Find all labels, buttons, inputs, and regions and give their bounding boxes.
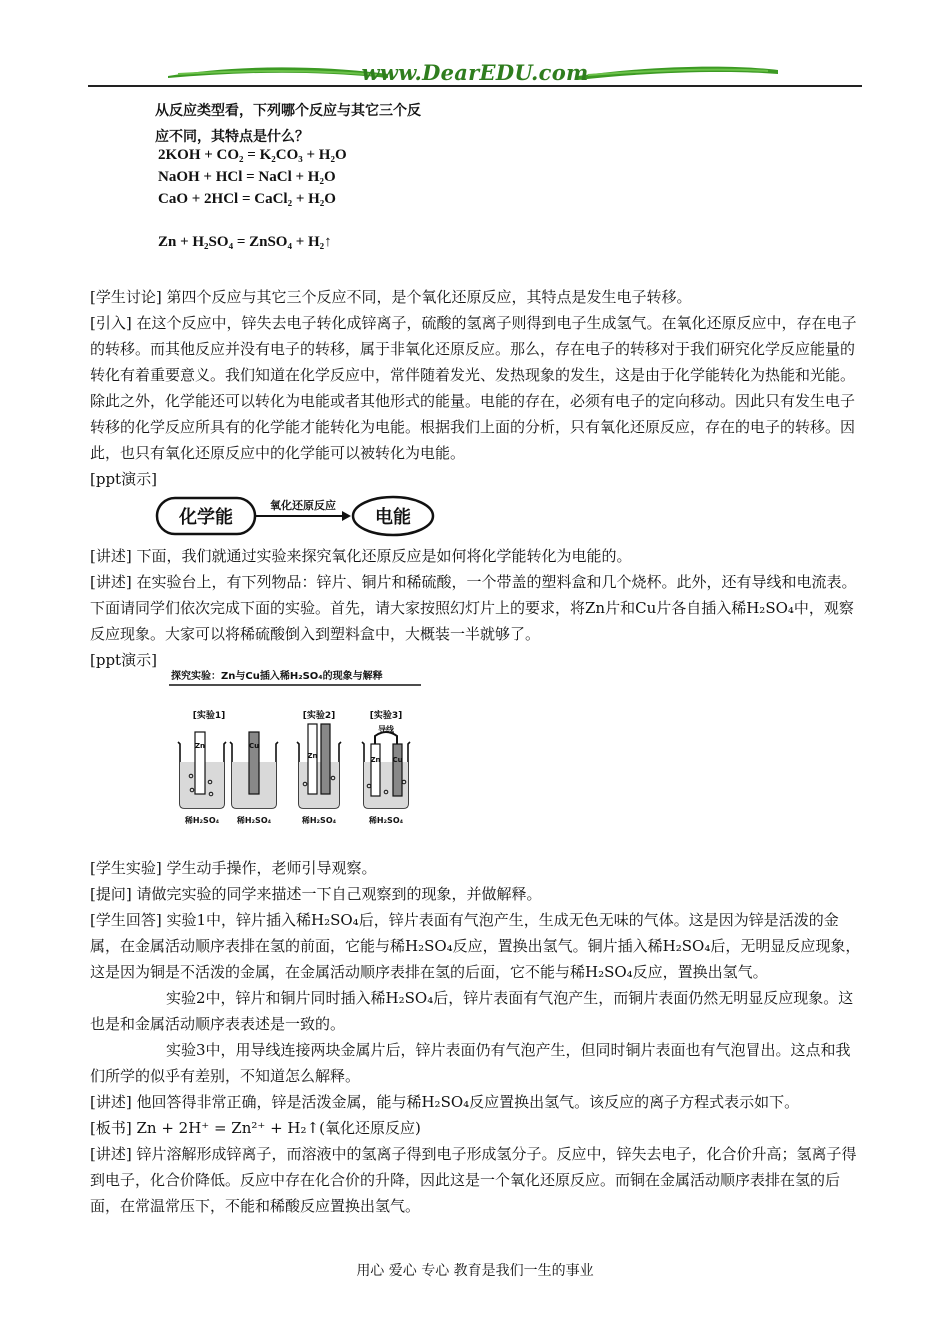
cu-label-1: Cu bbox=[248, 742, 260, 750]
experiment-1-label: [实验1] bbox=[192, 711, 226, 721]
header-divider bbox=[88, 85, 862, 87]
equation-4: Zn + H₂SO₄ = ZnSO₄ + H₂↑ bbox=[158, 234, 332, 250]
energy-conversion-diagram bbox=[155, 492, 440, 542]
paragraph-experiment-3: 实验3中，用导线连接两块金属片后，锌片表面仍有气泡产生，但同时铜片表面也有气泡冒出。这点和我们所学的似乎有差别，不知道怎么解释。 bbox=[90, 1041, 851, 1085]
question-block bbox=[155, 98, 495, 150]
zn-label-2: Zn bbox=[307, 752, 318, 760]
paragraph-ppt-demo-1: [ppt演示] bbox=[90, 470, 157, 488]
paragraph-student-discussion: [学生讨论] 第四个反应与其它三个反应不同，是个氧化还原反应，其特点是发生电子转移。 bbox=[90, 288, 692, 306]
redox-reaction-label: 氧化还原反应 bbox=[270, 499, 336, 512]
paragraph-ppt-demo-2: [ppt演示] bbox=[90, 651, 157, 669]
text-section-1 bbox=[90, 284, 862, 492]
paragraph-narration-4: [讲述] 锌片溶解形成锌离子，而溶液中的氢离子得到电子形成氢分子。反应中，锌失去电子，化合价升高；氢离子得到电子，化合价降低。反应中存在化合价的升降，因此这是一个氧化还原反应。而铜在金属活动顺序表排在氢的后面，在常温常压下，不能和稀酸反应置换出氢气。 bbox=[90, 1145, 857, 1215]
beaker-zn-cu bbox=[297, 724, 341, 825]
experiment-title: 探究实验：Zn与Cu插入稀H₂SO₄的现象与解释 bbox=[171, 671, 383, 682]
experiment-3-label: [实验3] bbox=[369, 711, 403, 721]
electric-energy-label: 电能 bbox=[375, 507, 411, 528]
beaker-cu bbox=[230, 732, 278, 825]
acid-label-3: 稀H₂SO₄ bbox=[301, 816, 337, 825]
equation-2: NaOH + HCl = NaCl + H₂O bbox=[158, 169, 336, 185]
experiment-2-label: [实验2] bbox=[302, 711, 336, 721]
paragraph-student-experiment: [学生实验] 学生动手操作，老师引导观察。 bbox=[90, 859, 377, 877]
equation-1: 2KOH + CO₂ = K₂CO₃ + H₂O bbox=[158, 147, 347, 163]
header bbox=[88, 56, 862, 90]
beaker-zn bbox=[178, 732, 226, 825]
paragraph-student-answer: [学生回答] 实验1中，锌片插入稀H₂SO₄后，锌片表面有气泡产生，生成无色无味的气体。这是因为锌是活泼的金属，在金属活动顺序表排在氢的前面，它能与稀H₂SO₄反应，置换出氢气。铜片插入稀H₂SO₄后，无明显反应现象，这是因为铜是不活泼的金属，在金属活动顺序表排在氢的后面，它不能与稀H₂SO₄反应，置换出氢气。 bbox=[90, 911, 861, 981]
paragraph-experiment-2: 实验2中，锌片和铜片同时插入稀H₂SO₄后，锌片表面有气泡产生，而铜片表面仍然无明显反应现象。这也是和金属活动顺序表表述是一致的。 bbox=[90, 989, 854, 1033]
zn-label-3: Zn bbox=[370, 756, 381, 764]
question-line-2: 应不同，其特点是什么？ bbox=[155, 129, 309, 145]
paragraph-introduction: [引入] 在这个反应中，锌失去电子转化成锌离子，硫酸的氢离子则得到电子生成氢气。在氧化还原反应中，存在电子的转移。而其他反应并没有电子的转移，属于非氧化还原反应。那么，存在电子的转移对于我们研究化学反应能量的转化有着重要意义。我们知道在化学反应中，常伴随着发光、发热现象的发生，这是由于化学能转化为热能和光能。除此之外，化学能还可以转化为电能或者其他形式的能量。电能的存在，必须有电子的定向移动。因此只有发生电子转移的化学反应所具有的化学能才能转化为电能。根据我们上面的分析，只有氧化还原反应，存在的电子的转移。因此，也只有氧化还原反应中的化学能可以被转化为电能。 bbox=[90, 314, 857, 462]
acid-label-2: 稀H₂SO₄ bbox=[236, 816, 272, 825]
cu-label-2: Cu bbox=[392, 756, 403, 764]
page-footer: 用心 爱心 专心 教育是我们一生的事业 bbox=[356, 1263, 594, 1279]
site-url[interactable]: www.DearEDU.com bbox=[361, 60, 589, 85]
paragraph-narration-3: [讲述] 他回答得非常正确，锌是活泼金属，能与稀H₂SO₄反应置换出氢气。该反应的离子方程式表示如下。 bbox=[90, 1093, 800, 1111]
paragraph-narration-1: [讲述] 下面，我们就通过实验来探究氧化还原反应是如何将化学能转化为电能的。 bbox=[90, 547, 632, 565]
question-line-1: 从反应类型看，下列哪个反应与其它三个反 bbox=[155, 103, 421, 119]
equation-3: CaO + 2HCl = CaCl₂ + H₂O bbox=[158, 191, 336, 207]
acid-label-4: 稀H₂SO₄ bbox=[368, 816, 404, 825]
paragraph-narration-2: [讲述] 在实验台上，有下列物品：锌片、铜片和稀硫酸，一个带盖的塑料盒和几个烧杯。此外，还有导线和电流表。下面请同学们依次完成下面的实验。首先，请大家按照幻灯片上的要求，将Zn片和Cu片各自插入稀H₂SO₄中，观察反应现象。大家可以将稀硫酸倒入到塑料盒中，大概装一半就够了。 bbox=[90, 573, 857, 643]
wire-label: 导线 bbox=[378, 725, 394, 734]
text-section-2 bbox=[90, 543, 862, 673]
paragraph-board-writing: [板书] Zn + 2H⁺ = Zn²⁺ + H₂↑(氧化还原反应) bbox=[90, 1119, 421, 1137]
acid-label-1: 稀H₂SO₄ bbox=[184, 816, 220, 825]
text-section-3 bbox=[90, 855, 862, 1219]
zn-label-1: Zn bbox=[194, 742, 206, 750]
experiment-diagram bbox=[165, 666, 425, 830]
paragraph-question: [提问] 请做完实验的同学来描述一下自己观察到的现象，并做解释。 bbox=[90, 885, 542, 903]
chemical-energy-label: 化学能 bbox=[179, 507, 233, 528]
beaker-wired bbox=[362, 732, 410, 825]
